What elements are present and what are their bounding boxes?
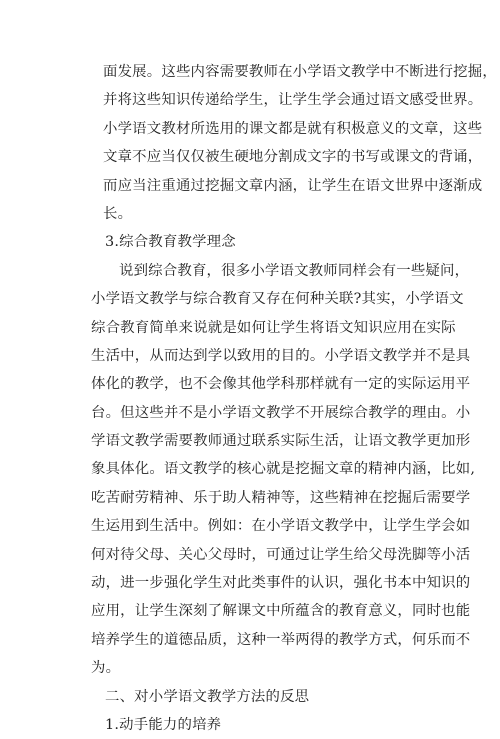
text-line: 培养学生的道德品质，这种一举两得的教学方式，何乐而不 <box>91 631 471 648</box>
text-line: 文章不应当仅仅被生硬地分割成文字的书写或课文的背诵， <box>103 149 483 166</box>
text-line: 并将这些知识传递给学生，让学生学会通过语文感受世界。 <box>103 92 483 109</box>
text-line: 综合教育简单来说就是如何让学生将语文知识应用在实际 <box>91 319 456 336</box>
document-page <box>91 58 497 739</box>
text-line: 小学语文教学与综合教育又存在何种关联?其实，小学语文 <box>91 291 464 308</box>
text-line: 应用，让学生深刻了解课文中所蕴含的教育意义，同时也能 <box>91 603 471 620</box>
text-line: 象具体化。语文教学的核心就是挖掘文章的精神内涵，比如, <box>91 461 476 478</box>
section-heading <box>103 228 445 256</box>
text-line: 体化的教学，也不会像其他学科那样就有一定的实际运用平 <box>91 376 471 393</box>
text-line: 动，进一步强化学生对此类事件的认识，强化书本中知识的 <box>91 575 471 592</box>
text-line: 为。 <box>91 660 121 677</box>
text-line: 生活中，从而达到学以致用的目的。小学语文教学并不是具 <box>91 347 471 364</box>
subsection-heading <box>103 711 445 739</box>
text-line: 学语文教学需要教师通过联系实际生活，让语文教学更加形 <box>91 433 471 450</box>
heading-text: 3.综合教育教学理念 <box>105 234 236 251</box>
section-heading <box>103 683 445 711</box>
paragraph-comprehensive-education <box>91 257 476 683</box>
heading-text: 1.动手能力的培养 <box>105 716 222 733</box>
text-line: 小学语文教材所选用的课文都是就有积极意义的文章，这些 <box>103 120 483 137</box>
text-line: 面发展。这些内容需要教师在小学语文教学中不断进行挖掘， <box>103 64 497 80</box>
text-line: 说到综合教育，很多小学语文教师同样会有一些疑问， <box>119 262 470 279</box>
text-line: 长。 <box>103 205 133 222</box>
text-line: 台。但这些并不是小学语文教学不开展综合教学的理由。小 <box>91 404 471 421</box>
paragraph-continuation <box>103 58 497 228</box>
text-line: 生运用到生活中。例如：在小学语文教学中，让学生学会如 <box>91 518 471 535</box>
text-line: 而应当注重通过挖掘文章内涵，让学生在语文世界中逐渐成 <box>103 177 483 194</box>
text-line: 何对待父母、关心父母时，可通过让学生给父母洗脚等小活 <box>91 546 471 563</box>
heading-text: 二、对小学语文教学方法的反思 <box>105 688 310 705</box>
text-line: 吃苦耐劳精神、乐于助人精神等，这些精神在挖掘后需要学 <box>91 489 471 506</box>
